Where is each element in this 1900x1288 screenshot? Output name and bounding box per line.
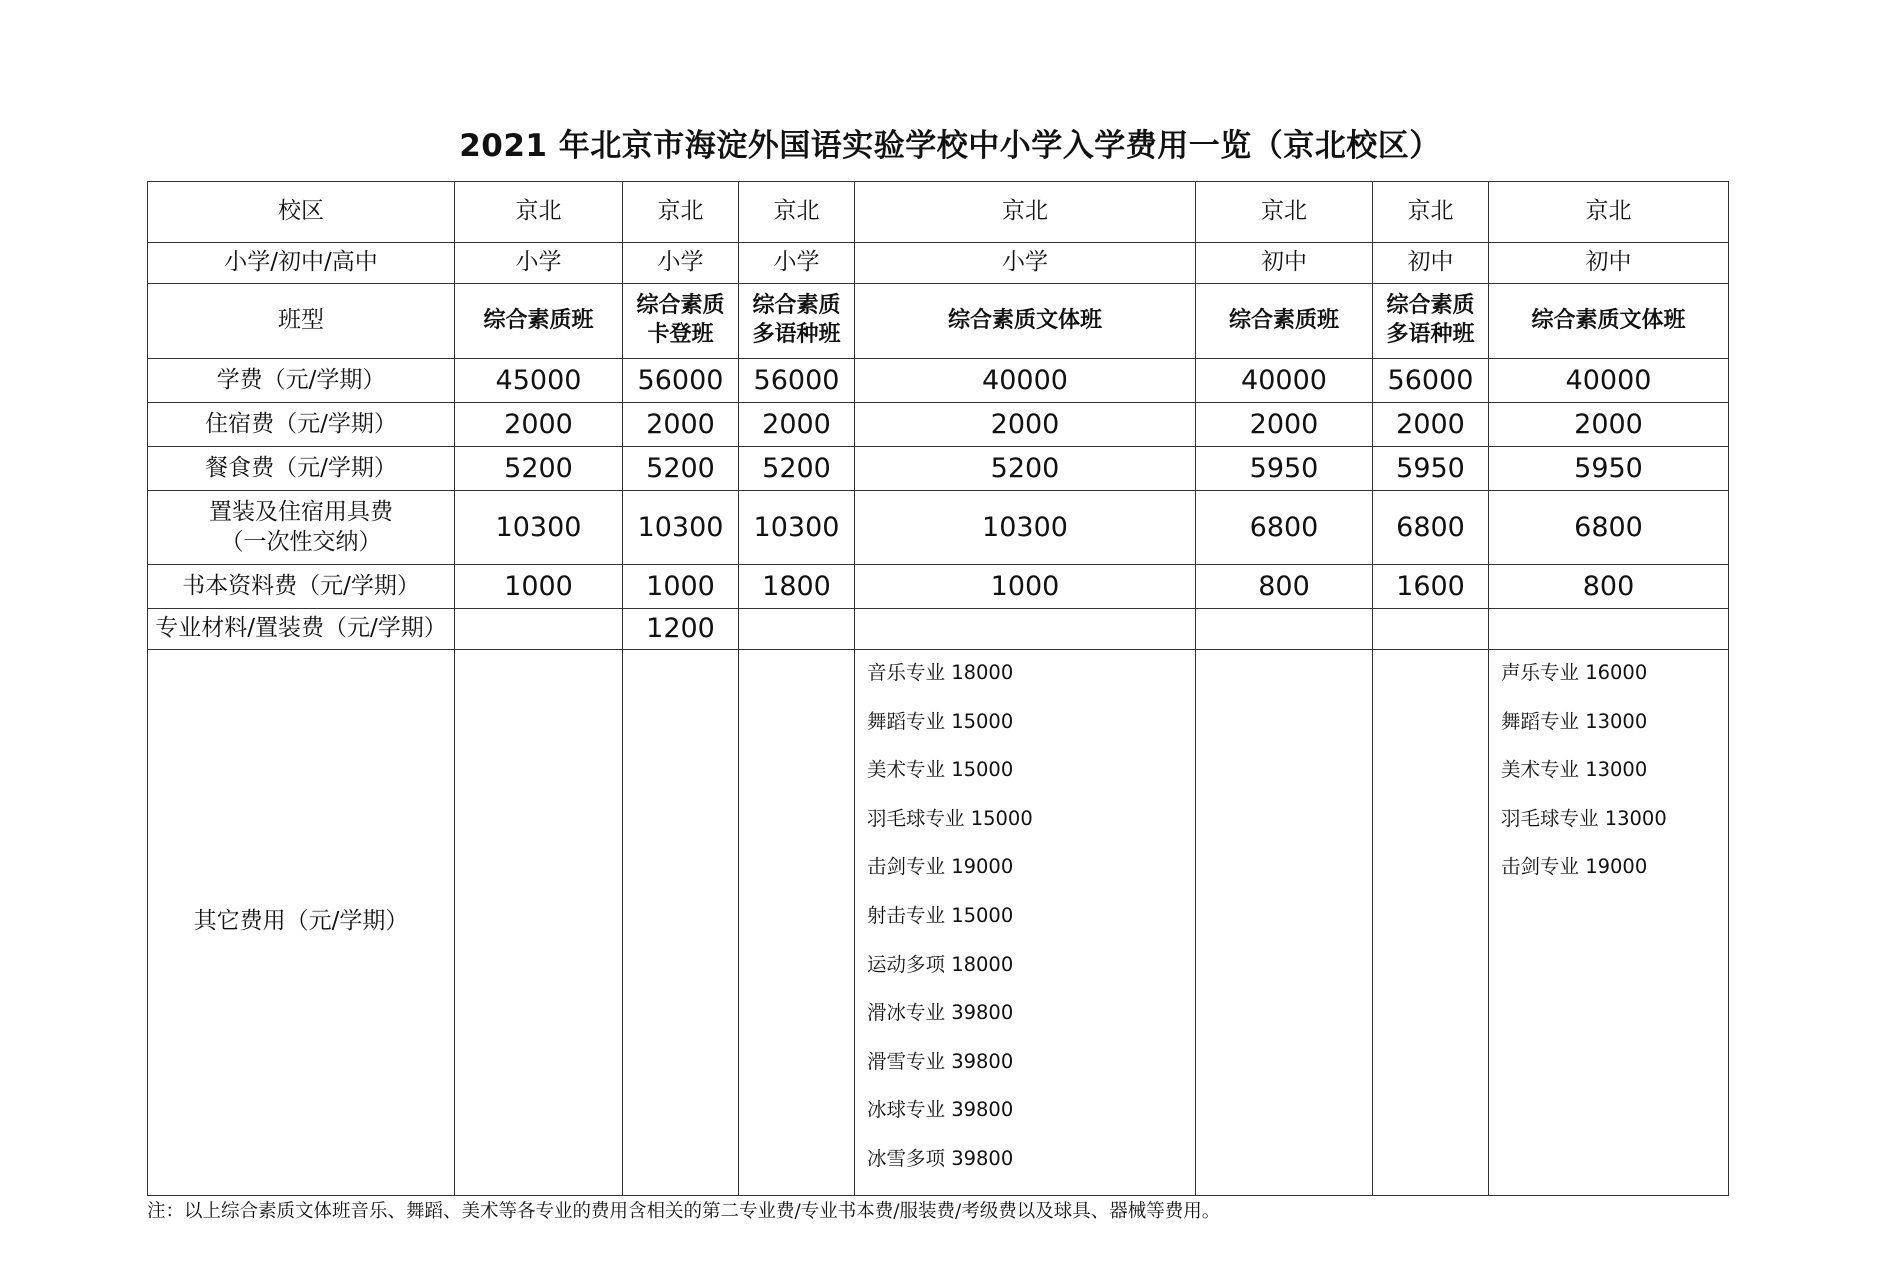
- class-type-line: 综合素质班: [483, 307, 594, 333]
- table-cell: 京北: [739, 182, 855, 243]
- class-type-cell: [455, 284, 623, 359]
- row-label: [148, 491, 455, 565]
- specialty-item: 击剑专业 19000: [867, 855, 1014, 879]
- row-materials: [148, 609, 1729, 650]
- class-type-line: 综合素质文体班: [947, 307, 1102, 333]
- class-type-cell: [1373, 284, 1489, 359]
- class-type-line: 综合素质: [752, 293, 841, 319]
- class-type-cell: [623, 284, 739, 359]
- table-cell: 10300: [455, 491, 623, 565]
- table-cell: [1196, 650, 1373, 1196]
- table-cell: 初中: [1196, 243, 1373, 284]
- footnote: 注：以上综合素质文体班音乐、舞蹈、美术等各专业的费用含相关的第二专业费/专业书本费/服装费/考级费以及球具、器械等费用。: [147, 1201, 1221, 1222]
- row-label-line: 置装及住宿用具费: [209, 498, 393, 525]
- specialty-item: 射击专业 15000: [867, 903, 1014, 927]
- table-cell: 2000: [1196, 403, 1373, 447]
- row-label: 班型: [148, 284, 455, 359]
- table-cell: 京北: [1373, 182, 1489, 243]
- table-cell: 5200: [623, 447, 739, 491]
- row-tuition: [148, 359, 1729, 403]
- row-class-type: [148, 284, 1729, 359]
- specialty-item: 声乐专业 16000: [1501, 661, 1648, 684]
- row-label: 校区: [148, 182, 455, 243]
- row-level: [148, 243, 1729, 284]
- table-cell: 1800: [739, 565, 855, 609]
- table-cell: [623, 650, 739, 1196]
- row-other-fees: [148, 650, 1729, 1196]
- table-cell: 2000: [455, 403, 623, 447]
- table-cell: 小学: [739, 243, 855, 284]
- table-cell: 5950: [1489, 447, 1729, 491]
- table-cell: 京北: [455, 182, 623, 243]
- fee-table: [147, 181, 1729, 1196]
- row-label: 住宿费（元/学期）: [148, 403, 455, 447]
- table-cell: 5950: [1196, 447, 1373, 491]
- table-cell: 40000: [855, 359, 1196, 403]
- row-label-line: （一次性交纳）: [220, 528, 382, 555]
- table-cell: 56000: [623, 359, 739, 403]
- specialty-item: 音乐专业 18000: [867, 661, 1014, 684]
- specialty-item: 冰球专业 39800: [867, 1098, 1014, 1122]
- page-title: 2021 年北京市海淀外国语实验学校中小学入学费用一览（京北校区）: [459, 128, 1441, 164]
- row-campus: [148, 182, 1729, 243]
- row-label: 餐食费（元/学期）: [148, 447, 455, 491]
- table-cell: 1000: [855, 565, 1196, 609]
- row-label: 其它费用（元/学期）: [148, 650, 455, 1196]
- table-cell: 2000: [739, 403, 855, 447]
- primary-specialty-cell: [855, 650, 1196, 1196]
- row-boarding: [148, 403, 1729, 447]
- specialty-item: 滑雪专业 39800: [867, 1049, 1014, 1073]
- table-cell: 45000: [455, 359, 623, 403]
- table-cell: 6800: [1373, 491, 1489, 565]
- specialty-item: 冰雪多项 39800: [867, 1146, 1014, 1170]
- table-cell: [855, 609, 1196, 650]
- table-cell: 5200: [739, 447, 855, 491]
- class-type-cell: [1196, 284, 1373, 359]
- table-cell: 初中: [1489, 243, 1729, 284]
- table-cell: [455, 609, 623, 650]
- middle-specialty-cell: [1489, 650, 1729, 1196]
- table-cell: 1600: [1373, 565, 1489, 609]
- row-uniform: [148, 491, 1729, 565]
- class-type-line: 综合素质: [636, 293, 725, 319]
- table-cell: 2000: [855, 403, 1196, 447]
- specialty-item: 羽毛球专业 15000: [867, 806, 1033, 830]
- primary-specialty-list: [855, 650, 1195, 1195]
- table-cell: 10300: [855, 491, 1196, 565]
- table-cell: 56000: [1373, 359, 1489, 403]
- table-cell: 5200: [855, 447, 1196, 491]
- table-cell: 40000: [1489, 359, 1729, 403]
- table-cell: [455, 650, 623, 1196]
- row-books: [148, 565, 1729, 609]
- middle-specialty-list: [1489, 650, 1728, 903]
- table-cell: 800: [1196, 565, 1373, 609]
- table-cell: 5950: [1373, 447, 1489, 491]
- table-cell: 10300: [623, 491, 739, 565]
- table-cell: 京北: [855, 182, 1196, 243]
- class-type-line: 多语种班: [1386, 322, 1475, 347]
- table-cell: 10300: [739, 491, 855, 565]
- class-type-line: 综合素质文体班: [1531, 307, 1686, 333]
- row-meals: [148, 447, 1729, 491]
- table-cell: [739, 609, 855, 650]
- table-cell: 6800: [1196, 491, 1373, 565]
- specialty-item: 舞蹈专业 13000: [1501, 709, 1648, 733]
- table-cell: 56000: [739, 359, 855, 403]
- specialty-item: 美术专业 15000: [867, 758, 1014, 782]
- specialty-item: 舞蹈专业 15000: [867, 709, 1014, 733]
- table-cell: 初中: [1373, 243, 1489, 284]
- specialty-item: 运动多项 18000: [867, 952, 1014, 976]
- table-cell: 小学: [455, 243, 623, 284]
- table-cell: 2000: [623, 403, 739, 447]
- table-cell: 5200: [455, 447, 623, 491]
- table-cell: 6800: [1489, 491, 1729, 565]
- table-cell: 2000: [1489, 403, 1729, 447]
- table-cell: 800: [1489, 565, 1729, 609]
- class-type-line: 多语种班: [752, 322, 841, 347]
- row-label: 学费（元/学期）: [148, 359, 455, 403]
- table-cell: 1000: [623, 565, 739, 609]
- table-cell: 京北: [623, 182, 739, 243]
- table-cell: [1373, 650, 1489, 1196]
- class-type-line: 卡登班: [647, 322, 714, 347]
- row-label: 小学/初中/高中: [148, 243, 455, 284]
- table-cell: 小学: [623, 243, 739, 284]
- row-label: 专业材料/置装费（元/学期）: [148, 609, 455, 650]
- table-cell: 1200: [623, 609, 739, 650]
- table-cell: 京北: [1489, 182, 1729, 243]
- class-type-cell: [855, 284, 1196, 359]
- table-cell: 1000: [455, 565, 623, 609]
- table-cell: 40000: [1196, 359, 1373, 403]
- specialty-item: 击剑专业 19000: [1501, 855, 1648, 879]
- table-cell: [1196, 609, 1373, 650]
- table-cell: 2000: [1373, 403, 1489, 447]
- row-label: 书本资料费（元/学期）: [148, 565, 455, 609]
- specialty-item: 羽毛球专业 13000: [1501, 806, 1667, 830]
- table-cell: 小学: [855, 243, 1196, 284]
- table-cell: [1373, 609, 1489, 650]
- specialty-item: 滑冰专业 39800: [867, 1001, 1014, 1025]
- class-type-cell: [739, 284, 855, 359]
- class-type-cell: [1489, 284, 1729, 359]
- class-type-line: 综合素质班: [1228, 307, 1339, 333]
- table-cell: 京北: [1196, 182, 1373, 243]
- table-cell: [1489, 609, 1729, 650]
- class-type-line: 综合素质: [1386, 293, 1475, 319]
- specialty-item: 美术专业 13000: [1501, 758, 1648, 782]
- table-cell: [739, 650, 855, 1196]
